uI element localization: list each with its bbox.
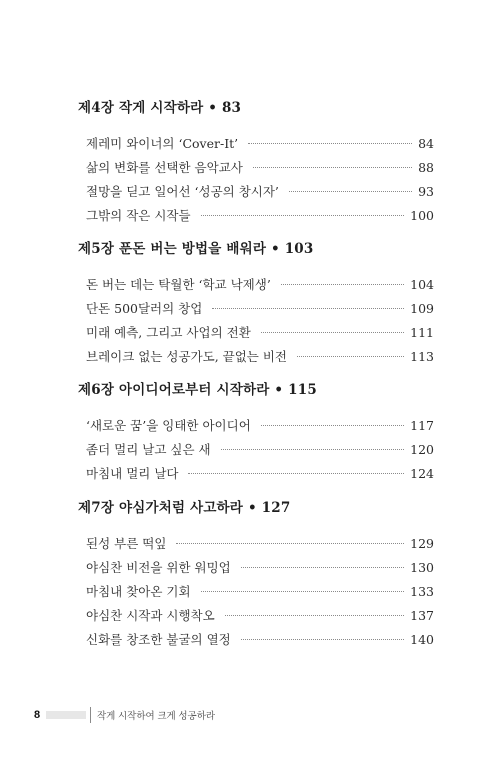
toc-entry[interactable] xyxy=(86,297,434,321)
entry-page: 133 xyxy=(410,584,434,599)
entry-page: 113 xyxy=(410,349,434,364)
entry-label: 미래 예측, 그리고 사업의 전환 xyxy=(86,325,251,340)
toc-entry[interactable] xyxy=(86,532,434,556)
entry-label: 마침내 멀리 날다 xyxy=(86,466,179,481)
footer-divider xyxy=(90,707,91,723)
chapter-entries xyxy=(78,532,434,652)
chapter-title: 제6장 아이디어로부터 시작하라 • 115 xyxy=(78,382,317,398)
dot-leader xyxy=(261,425,404,426)
entry-label: 신화를 창조한 불굴의 열정 xyxy=(86,632,231,647)
toc-entry[interactable] xyxy=(86,132,434,156)
entry-label: 된성 부른 떡잎 xyxy=(86,536,167,551)
entry-label: 브레이크 없는 성공가도, 끝없는 비전 xyxy=(86,349,287,364)
entry-page: 88 xyxy=(418,160,434,175)
running-title: 작게 시작하여 크게 성공하라 xyxy=(97,711,216,722)
entry-page: 100 xyxy=(410,208,434,223)
entry-label: 야심찬 시작과 시행착오 xyxy=(86,608,215,623)
chapter-title: 제7장 야심가처럼 사고하라 • 127 xyxy=(78,500,291,516)
chapter-5 xyxy=(78,239,434,369)
toc-entry[interactable] xyxy=(86,580,434,604)
chapter-entries xyxy=(78,132,434,228)
entry-page: 124 xyxy=(410,466,434,481)
entry-page: 140 xyxy=(410,632,434,647)
dot-leader xyxy=(297,356,404,357)
toc-entry[interactable] xyxy=(86,438,434,462)
entry-label: ‘새로운 꿈’을 잉태한 아이디어 xyxy=(86,418,251,433)
toc-entry[interactable] xyxy=(86,414,434,438)
entry-page: 130 xyxy=(410,560,434,575)
chapter-7 xyxy=(78,498,434,652)
toc-entry[interactable] xyxy=(86,556,434,580)
entry-page: 120 xyxy=(410,442,434,457)
dot-leader xyxy=(212,308,404,309)
dot-leader xyxy=(289,191,412,192)
toc-entry[interactable] xyxy=(86,204,434,228)
dot-leader xyxy=(281,284,404,285)
chapter-6 xyxy=(78,380,434,486)
chapter-title: 제5장 푼돈 버는 방법을 배워라 • 103 xyxy=(78,241,314,257)
dot-leader xyxy=(221,449,405,450)
dot-leader xyxy=(201,215,405,216)
dot-leader xyxy=(253,167,412,168)
footer-decoration-bar xyxy=(46,711,86,719)
entry-page: 137 xyxy=(410,608,434,623)
entry-label: 좀더 멀리 날고 싶은 새 xyxy=(86,442,211,457)
entry-page: 84 xyxy=(418,136,434,151)
chapter-entries xyxy=(78,414,434,486)
entry-label: 절망을 딛고 일어선 ‘성공의 창시자’ xyxy=(86,184,279,199)
entry-label: 단돈 500달러의 창업 xyxy=(86,301,203,316)
toc-entry[interactable] xyxy=(86,628,434,652)
toc-entry[interactable] xyxy=(86,156,434,180)
dot-leader xyxy=(261,332,404,333)
toc-entry[interactable] xyxy=(86,180,434,204)
entry-label: 그밖의 작은 시작들 xyxy=(86,208,191,223)
dot-leader xyxy=(225,615,404,616)
entry-page: 129 xyxy=(410,536,434,551)
dot-leader xyxy=(241,567,404,568)
toc-entry[interactable] xyxy=(86,321,434,345)
entry-label: 야심찬 비전을 위한 워밍업 xyxy=(86,560,231,575)
entry-page: 111 xyxy=(410,325,434,340)
dot-leader xyxy=(248,143,412,144)
chapter-title: 제4장 작게 시작하라 • 83 xyxy=(78,100,242,116)
page-number: 8 xyxy=(34,709,41,721)
dot-leader xyxy=(201,591,405,592)
entry-page: 117 xyxy=(410,418,434,433)
toc-entry[interactable] xyxy=(86,273,434,297)
entry-page: 93 xyxy=(418,184,434,199)
dot-leader xyxy=(188,473,404,474)
toc-entry[interactable] xyxy=(86,462,434,486)
entry-page: 109 xyxy=(410,301,434,316)
chapter-entries xyxy=(78,273,434,369)
dot-leader xyxy=(176,543,404,544)
dot-leader xyxy=(241,639,404,640)
entry-label: 제레미 와이너의 ‘Cover-It’ xyxy=(86,136,239,151)
entry-page: 104 xyxy=(410,277,434,292)
page-footer xyxy=(34,707,215,723)
entry-label: 돈 버는 데는 탁월한 ‘학교 낙제생’ xyxy=(86,277,271,292)
toc-entry[interactable] xyxy=(86,345,434,369)
entry-label: 삶의 변화를 선택한 음악교사 xyxy=(86,160,243,175)
toc-entry[interactable] xyxy=(86,604,434,628)
chapter-4 xyxy=(78,98,434,228)
entry-label: 마침내 찾아온 기회 xyxy=(86,584,191,599)
